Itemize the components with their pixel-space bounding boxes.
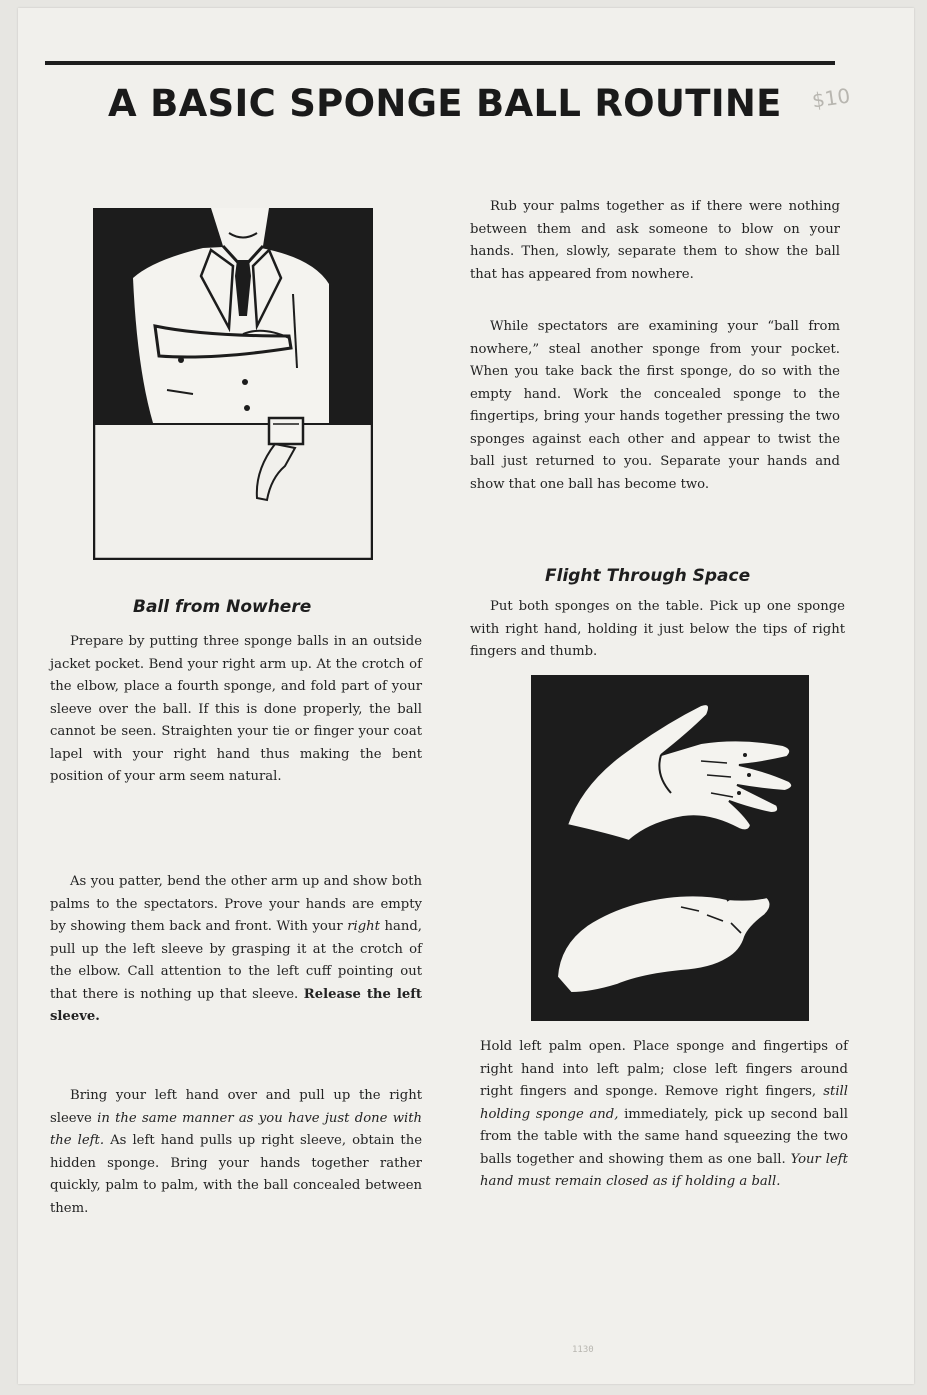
page-title: A BASIC SPONGE BALL ROUTINE <box>108 82 782 125</box>
pencil-price-note: $10 <box>810 83 852 113</box>
top-rule <box>45 61 835 65</box>
paragraph-hold-left-palm: Hold left palm open. Place sponge and fingertips of right hand into left palm; close left fingers around right fingers and sponge. Remove right fingers, still holding sponge and, immediately, pick up second ball from the table with the same hand squeezing the two balls together and showing them as one ball. Your left hand must remain closed as if holding a ball. <box>480 1039 848 1189</box>
paragraph-rub-palms: Rub your palms together as if there were nothing between them and ask someone to blow on your hands. Then, slowly, separate them to show the ball that has appeared from nowhere. <box>470 199 840 282</box>
heading-flight-through-space: Flight Through Space <box>545 566 751 586</box>
footer-print-mark: 1130 <box>572 1345 594 1355</box>
paragraph-ball-from-nowhere-2: As you patter, bend the other arm up and show both palms to the spectators. Prove your hands are empty by showing them back and front. With your right hand, pull up the left sleeve by grasping it at the crotch of the elbow. Call attention to the left cuff pointing out that there is nothing up that sleeve. Release the left sleeve. <box>50 874 422 1024</box>
paragraph-ball-from-nowhere-3: Bring your left hand over and pull up the right sleeve in the same manner as you have just done with the left. As left hand pulls up right sleeve, obtain the hidden sponge. Bring your hands together rather quickly, palm to palm, with the ball concealed between them. <box>50 1088 423 1216</box>
illustration-man-in-jacket <box>93 208 373 560</box>
paragraph-put-both-sponges: Put both sponges on the table. Pick up one sponge with right hand, holding it just below the tips of right fingers and thumb. <box>470 599 845 659</box>
illustration-two-hands <box>531 675 809 1021</box>
paragraph-ball-from-nowhere-1: Prepare by putting three sponge balls in an outside jacket pocket. Bend your right arm up. At the crotch of the elbow, place a fourth sponge, and fold part of your sleeve over the ball. If this is done properly, the ball cannot be seen. Straighten your tie or finger your coat lapel with your right hand thus making the bent position of your arm seem natural. <box>50 634 422 784</box>
paragraph-steal-another-sponge: While spectators are examining your “ball from nowhere,” steal another sponge from your pocket. When you take back the first sponge, do so with the empty hand. Work the concealed sponge to the fingertips, bring your hands together pressing the two sponges against each other and appear to twist the ball just returned to you. Separate your hands and show that one ball has become two. <box>470 319 840 492</box>
heading-ball-from-nowhere: Ball from Nowhere <box>133 597 312 617</box>
